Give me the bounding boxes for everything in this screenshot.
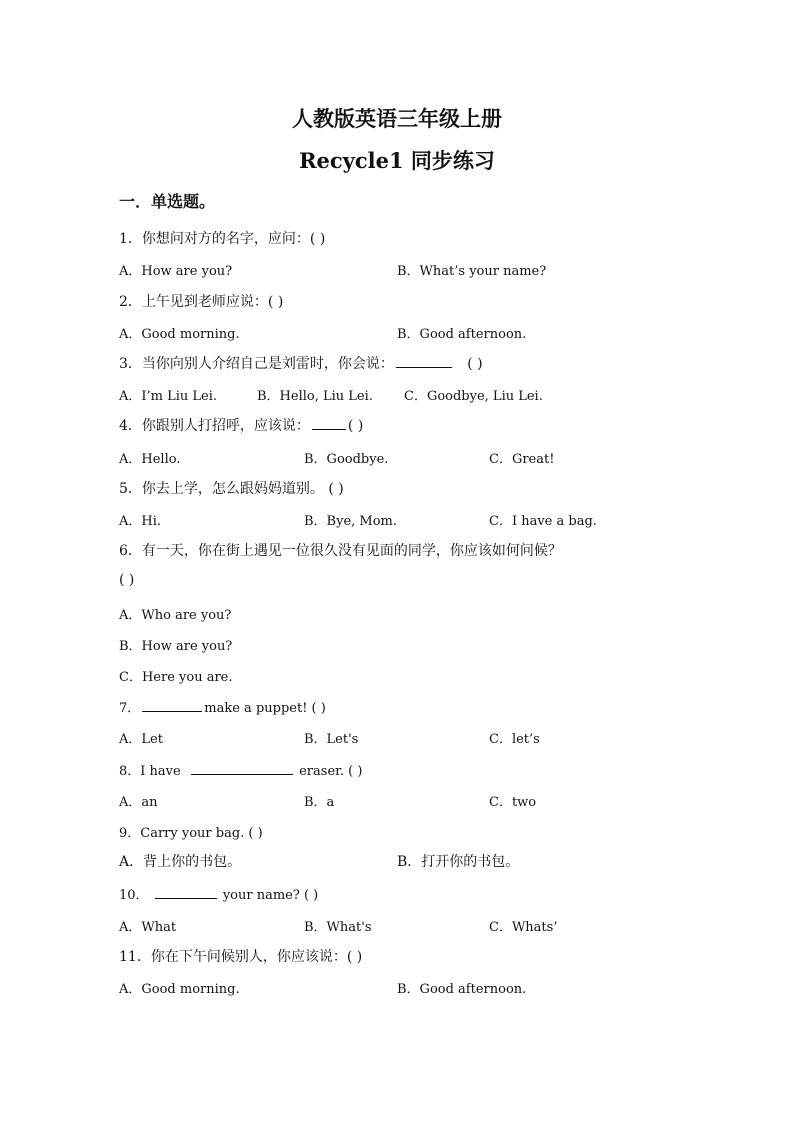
question-3-paren: ( ) bbox=[467, 356, 483, 372]
section-heading: 一．单选题。 bbox=[119, 192, 216, 211]
answer-blank bbox=[312, 428, 346, 430]
question-1-option-a: A．How are you? bbox=[119, 264, 233, 279]
question-2-stem: 2．上午见到老师应说：( ) bbox=[119, 294, 284, 310]
answer-blank bbox=[396, 366, 452, 368]
question-10-text: your name? ( ) bbox=[222, 888, 319, 903]
question-8-option-c: C．two bbox=[489, 795, 537, 810]
question-1-stem: 1．你想问对方的名字，应问：( ) bbox=[119, 231, 326, 247]
question-8-stem bbox=[119, 760, 362, 779]
question-7-number: 7． bbox=[119, 701, 141, 716]
question-10-option-b: B．What's bbox=[304, 920, 372, 935]
question-10-option-a: A．What bbox=[119, 920, 177, 935]
question-4-paren: ( ) bbox=[347, 418, 364, 434]
question-2-option-a: A．Good morning. bbox=[119, 327, 240, 342]
question-6-option-c: C．Here you are. bbox=[119, 670, 233, 685]
question-8-text: 8．I have bbox=[119, 764, 181, 779]
question-8-option-b: B．a bbox=[304, 795, 335, 810]
question-4-option-b: B．Goodbye. bbox=[304, 452, 389, 467]
question-11-stem: 11．你在下午问候别人，你应该说：( ) bbox=[119, 949, 363, 965]
question-5-option-a: A．Hi. bbox=[119, 514, 162, 529]
question-1-option-b: B．What’s your name? bbox=[397, 264, 547, 279]
question-5-option-c: C．I have a bag. bbox=[489, 514, 597, 529]
question-3-stem bbox=[119, 353, 483, 373]
question-7-text: make a puppet! ( ) bbox=[204, 701, 326, 716]
question-10-option-c: C．Whats’ bbox=[489, 920, 558, 935]
question-10-stem bbox=[119, 884, 318, 903]
question-8-option-a: A．an bbox=[119, 795, 158, 810]
question-3-option-b: B．Hello, Liu Lei. bbox=[257, 389, 373, 404]
document-subtitle: Recycle1 同步练习 bbox=[299, 148, 495, 173]
question-5-stem: 5．你去上学，怎么跟妈妈道别。 ( ) bbox=[119, 481, 344, 497]
answer-blank bbox=[142, 710, 202, 712]
question-9-stem: 9．Carry your bag. ( ) bbox=[119, 826, 263, 841]
document-title: 人教版英语三年级上册 bbox=[292, 106, 502, 131]
question-4-option-a: A．Hello. bbox=[119, 452, 181, 467]
question-8-paren: eraser. ( ) bbox=[299, 764, 363, 779]
question-3-option-a: A．I’m Liu Lei. bbox=[119, 389, 218, 404]
question-5-option-b: B．Bye, Mom. bbox=[304, 514, 398, 529]
question-6-paren: ( ) bbox=[119, 572, 135, 588]
question-7-option-b: B．Let's bbox=[304, 732, 359, 747]
question-6-option-a: A．Who are you? bbox=[119, 608, 232, 623]
question-6-option-b: B．How are you? bbox=[119, 639, 233, 654]
question-2-option-b: B．Good afternoon. bbox=[397, 327, 527, 342]
question-4-stem bbox=[119, 415, 363, 435]
question-11-option-a: A．Good morning. bbox=[119, 982, 240, 997]
answer-blank bbox=[191, 773, 293, 775]
question-7-stem bbox=[119, 697, 326, 716]
question-11-option-b: B．Good afternoon. bbox=[397, 982, 527, 997]
question-3-option-c: C．Goodbye, Liu Lei. bbox=[404, 389, 543, 404]
question-10-number: 10． bbox=[119, 888, 149, 903]
question-4-text: 4．你跟别人打招呼，应该说： bbox=[119, 418, 310, 434]
question-7-option-a: A．Let bbox=[119, 732, 163, 747]
answer-blank bbox=[155, 897, 217, 899]
question-9-option-a: A．背上你的书包。 bbox=[119, 854, 242, 870]
question-3-text: 3．当你向别人介绍自己是刘雷时，你会说： bbox=[119, 356, 394, 372]
question-9-option-b: B．打开你的书包。 bbox=[397, 854, 520, 870]
question-6-stem: 6．有一天，你在街上遇见一位很久没有见面的同学，你应该如何问候？ bbox=[119, 543, 562, 559]
question-7-option-c: C．let’s bbox=[489, 732, 540, 747]
question-4-option-c: C．Great! bbox=[489, 452, 555, 467]
